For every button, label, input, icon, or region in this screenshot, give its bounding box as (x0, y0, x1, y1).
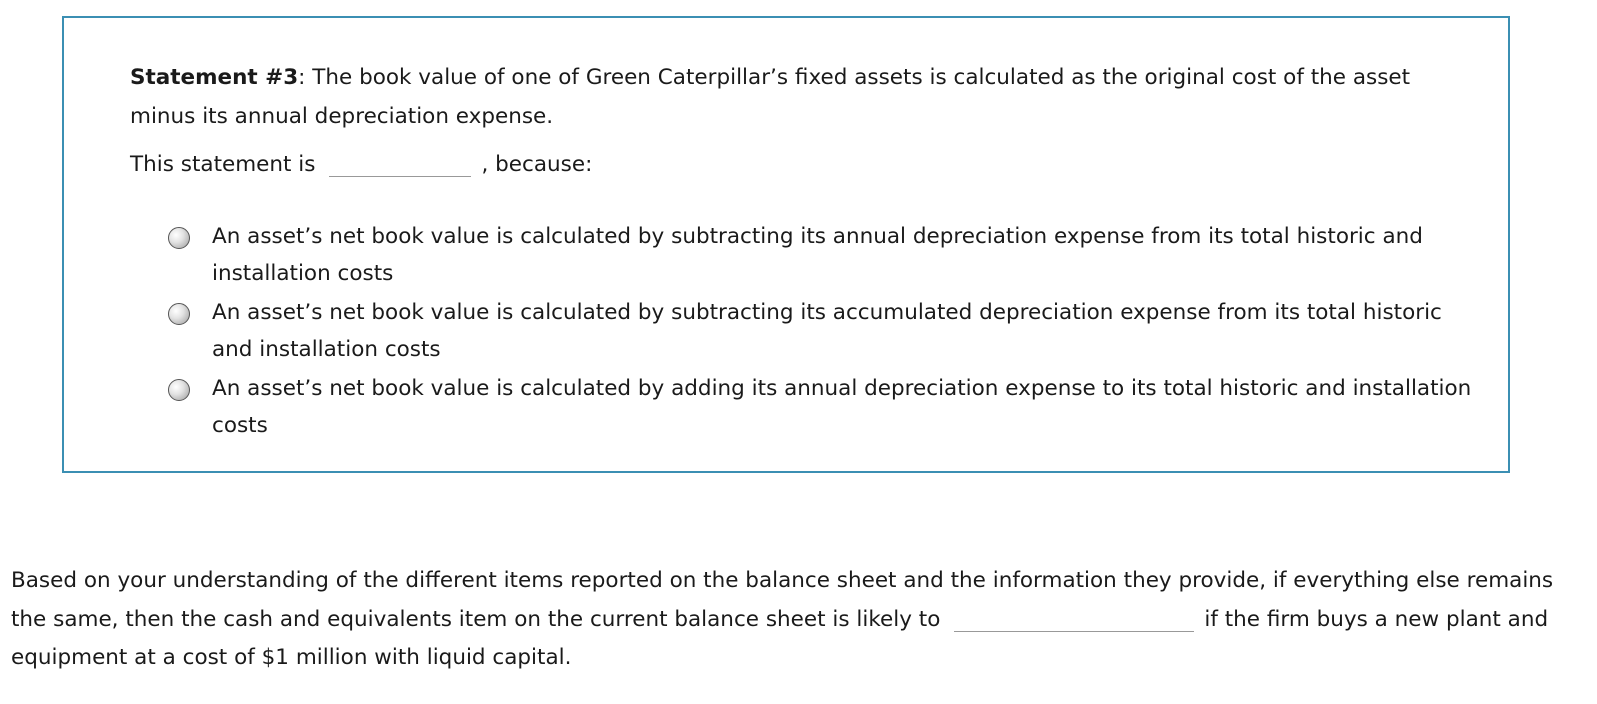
statement-verdict-line (130, 150, 592, 180)
reason-option-label: An asset’s net book value is calculated by subtracting its annual depreciation expense from its total historic and installation costs (212, 224, 1423, 286)
reason-option-3[interactable] (168, 370, 1488, 444)
reason-option-label: An asset’s net book value is calculated by subtracting its accumulated depreciation expense from its total historic and installation costs (212, 300, 1442, 362)
reason-option-1[interactable] (168, 218, 1488, 292)
statement-card (62, 16, 1510, 473)
radio-button-icon[interactable] (168, 227, 190, 249)
reason-option-label: An asset’s net book value is calculated by adding its annual depreciation expense to its total historic and installation costs (212, 376, 1472, 438)
statement-text (130, 58, 1430, 136)
verdict-dropdown[interactable] (329, 150, 471, 177)
radio-button-icon[interactable] (168, 379, 190, 401)
reason-options (168, 218, 1488, 446)
balance-sheet-question (11, 562, 1586, 678)
statement-body: : The book value of one of Green Caterpillar’s fixed assets is calculated as the original cost of the asset minus its annual depreciation expense. (130, 65, 1411, 129)
radio-button-icon[interactable] (168, 303, 190, 325)
reason-option-2[interactable] (168, 294, 1488, 368)
statement-label: Statement #3 (130, 65, 299, 90)
question-text-after: if the firm buys a new plant and equipment at a cost of $1 million with liquid capital. (11, 606, 1549, 670)
verdict-prefix: This statement is (130, 152, 316, 177)
verdict-suffix: , because: (481, 152, 593, 177)
cash-effect-dropdown[interactable] (954, 605, 1194, 632)
question-text-before: Based on your understanding of the different items reported on the balance sheet and the information they provide, if everything else remains the same, then the cash and equivalents item on the current balance sheet is likely to (11, 568, 1554, 632)
